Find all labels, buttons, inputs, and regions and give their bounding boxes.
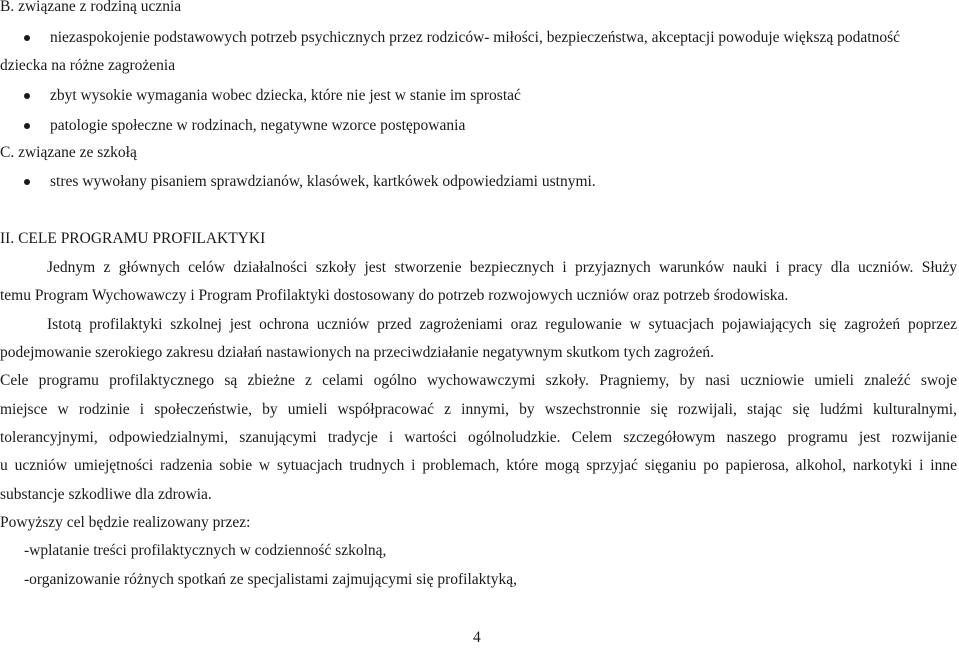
bullet-icon xyxy=(24,35,30,41)
paragraph-line: -wplatanie treści profilaktycznych w codzienność szkolną, xyxy=(24,542,387,559)
paragraph-line: Cele programu profilaktycznego są zbieżne z celami ogólno wychowawczymi szkoły. Pragniemy, by nasi uczniowie umieli znaleźć swoje xyxy=(0,372,957,389)
paragraph-line: Powyższy cel będzie realizowany przez: xyxy=(0,514,251,531)
section-c-title: C. związane ze szkołą xyxy=(0,144,137,161)
paragraph-line: podejmowanie szerokiego zakresu działań nastawionych na przeciwdziałanie negatywnym skutkom tych zagrożeń. xyxy=(0,344,715,361)
paragraph-line: Jednym z głównych celów działalności szkoły jest stworzenie bezpiecznych i przyjaznych warunków nauki i pracy dla uczniów. Służy xyxy=(47,259,957,276)
section-b-title: B. związane z rodziną ucznia xyxy=(0,0,182,15)
paragraph-line: temu Program Wychowawczy i Program Profilaktyki dostosowany do potrzeb rozwojowych uczniów oraz potrzeb środowiska. xyxy=(0,287,789,304)
list-item-text: stres wywołany pisaniem sprawdzianów, klasówek, kartkówek odpowiedziami ustnymi. xyxy=(50,173,596,190)
paragraph-line: miejsce w rodzinie i społeczeństwie, by umieli współpracować z innymi, by wszechstronnie się rozwijali, stając się ludźmi kulturalnymi, xyxy=(0,401,957,418)
paragraph-line: tolerancyjnymi, odpowiedzialnymi, szanującymi tradycje i wartości ogólnoludzkie. Celem szczegółowym naszego programu jest rozwijanie xyxy=(0,429,957,446)
paragraph-line: substancje szkodliwe dla zdrowia. xyxy=(0,486,212,503)
page-number: 4 xyxy=(473,629,481,646)
paragraph-line: u uczniów umiejętności radzenia sobie w sytuacjach trudnych i problemach, które mogą sprzyjać sięganiu po papierosa, alkohol, narkotyki i inne xyxy=(0,457,957,474)
list-item-text: zbyt wysokie wymagania wobec dziecka, które nie jest w stanie im sprostać xyxy=(50,87,521,104)
bullet-icon xyxy=(24,179,30,185)
bullet-icon xyxy=(24,123,30,129)
paragraph-line: -organizowanie różnych spotkań ze specjalistami zajmującymi się profilaktyką, xyxy=(24,571,517,588)
paragraph-line: Istotą profilaktyki szkolnej jest ochrona uczniów przed zagrożeniami oraz regulowanie w sytuacjach pojawiających się zagrożeń poprzez xyxy=(47,316,957,333)
list-item-continuation: dziecka na różne zagrożenia xyxy=(0,57,176,74)
list-item-text: patologie społeczne w rodzinach, negatywne wzorce postępowania xyxy=(50,117,466,134)
list-item-text: niezaspokojenie podstawowych potrzeb psychicznych przez rodziców- miłości, bezpieczeństwa, akceptacji powoduje większą podatność xyxy=(50,29,901,46)
section-heading: II. CELE PROGRAMU PROFILAKTYKI xyxy=(0,230,266,247)
bullet-icon xyxy=(24,93,30,99)
